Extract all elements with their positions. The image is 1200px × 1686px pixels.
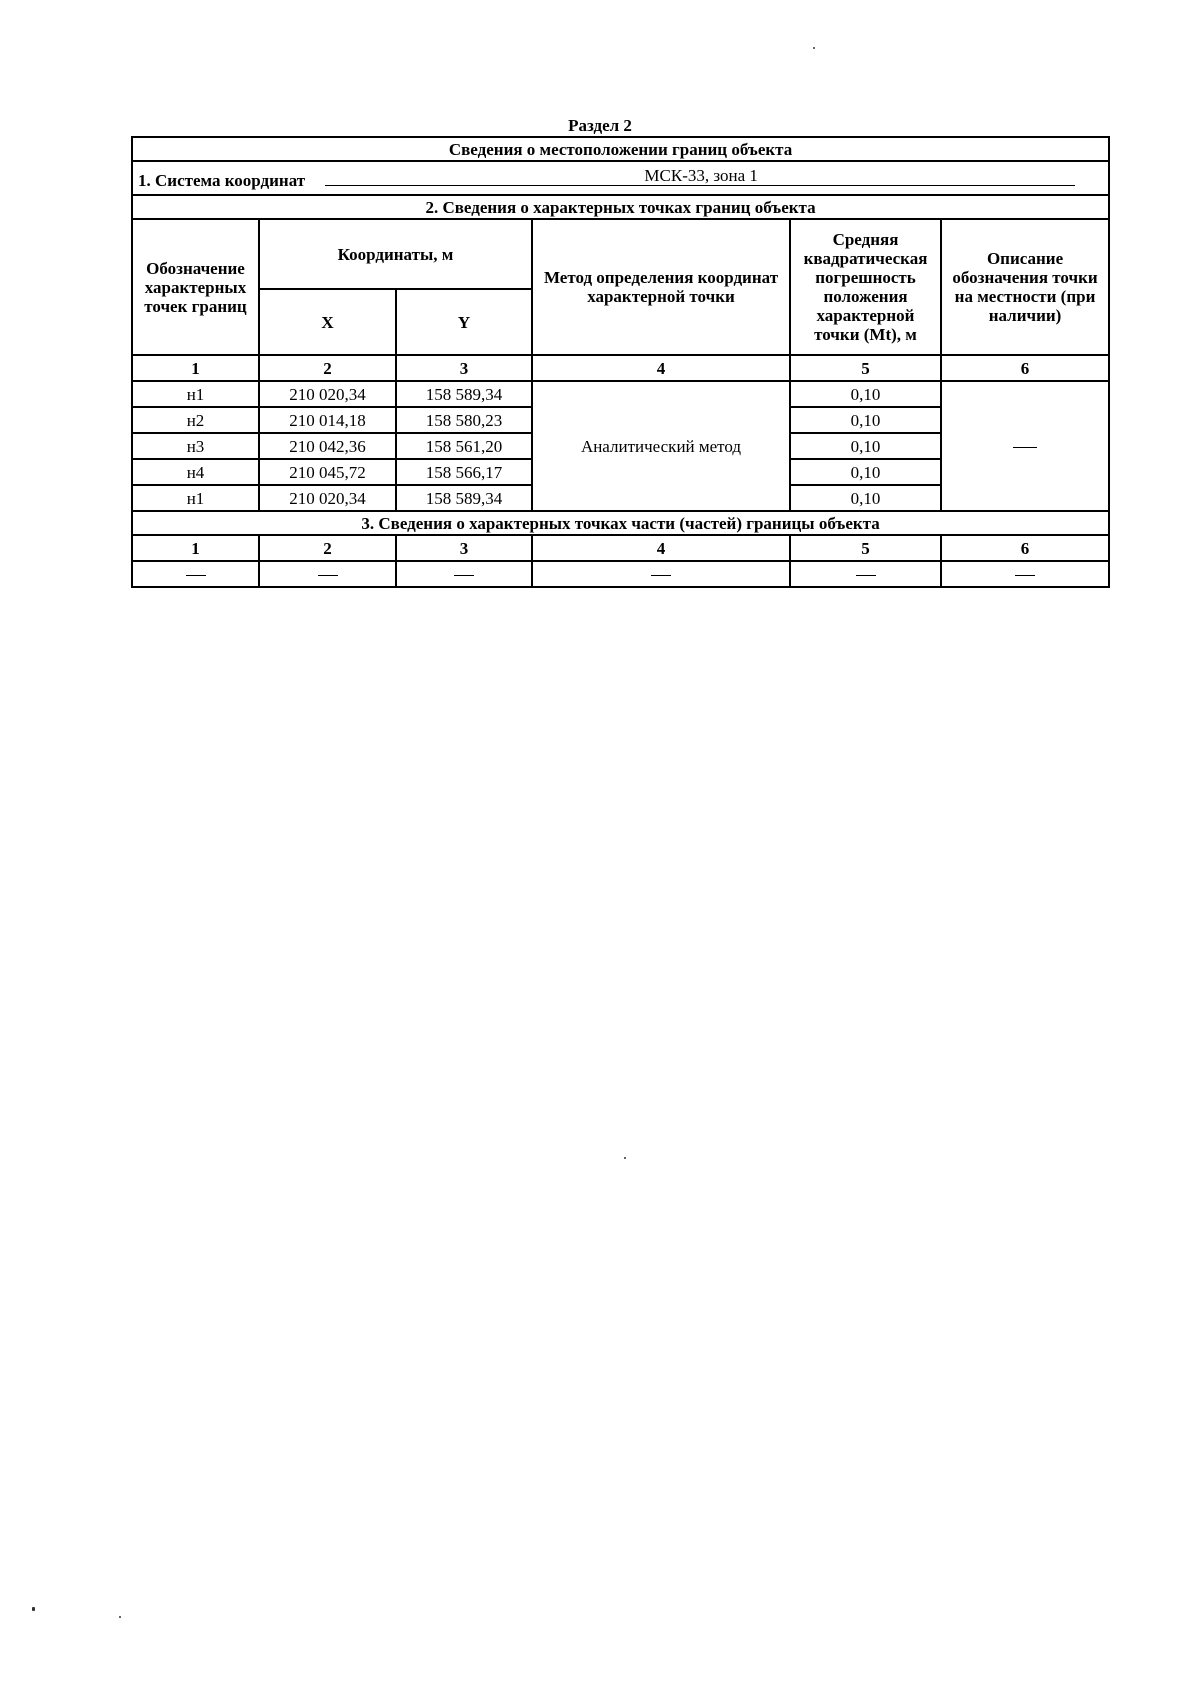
point-name: н2 [132, 407, 259, 433]
point-name: н1 [132, 485, 259, 511]
parts-cell [941, 561, 1109, 587]
table-row [132, 381, 1109, 407]
parts-cell [259, 561, 396, 587]
dash-icon [186, 575, 206, 576]
dash-icon [651, 575, 671, 576]
description-value [941, 381, 1109, 511]
dash-icon [318, 575, 338, 576]
column-numbers-row [132, 355, 1109, 381]
method-value: Аналитический метод [532, 381, 790, 511]
x-value: 210 020,34 [259, 381, 396, 407]
dash-icon [856, 575, 876, 576]
header-x: X [259, 289, 396, 355]
boundary-table [131, 136, 1110, 588]
mt-value: 0,10 [790, 407, 941, 433]
section-title: Раздел 2 [568, 116, 632, 135]
column-number: 3 [396, 535, 532, 561]
scan-speck [32, 1607, 35, 1611]
point-name: н3 [132, 433, 259, 459]
column-number: 1 [132, 535, 259, 561]
header-method: Метод определения координат характерной точки [532, 219, 790, 355]
parts-section-title: 3. Сведения о характерных точках части (частей) границы объекта [132, 511, 1109, 535]
column-number: 5 [790, 535, 941, 561]
column-number: 6 [941, 355, 1109, 381]
mt-value: 0,10 [790, 485, 941, 511]
x-value: 210 014,18 [259, 407, 396, 433]
column-number: 2 [259, 355, 396, 381]
header-coordinates: Координаты, м [259, 219, 532, 289]
header-designation: Обозначение характерных точек границ [132, 219, 259, 355]
parts-cell [132, 561, 259, 587]
dash-icon [1015, 575, 1035, 576]
dash-icon [1013, 447, 1037, 448]
column-number: 4 [532, 355, 790, 381]
coord-system-row [132, 161, 1109, 195]
point-name: н4 [132, 459, 259, 485]
points-section-title: 2. Сведения о характерных точках границ объекта [132, 195, 1109, 219]
header-description: Описание обозначения точки на местности (при наличии) [941, 219, 1109, 355]
coord-system-value: МСК-33, зона 1 [325, 166, 1075, 186]
coord-system-label: 1. Система координат [138, 171, 306, 190]
column-number: 6 [941, 535, 1109, 561]
y-value: 158 566,17 [396, 459, 532, 485]
column-number: 3 [396, 355, 532, 381]
y-value: 158 589,34 [396, 485, 532, 511]
parts-cell [396, 561, 532, 587]
y-value: 158 580,23 [396, 407, 532, 433]
column-number: 1 [132, 355, 259, 381]
scan-speck [813, 47, 815, 49]
x-value: 210 042,36 [259, 433, 396, 459]
column-number: 5 [790, 355, 941, 381]
table-main-title: Сведения о местоположении границ объекта [132, 137, 1109, 161]
mt-value: 0,10 [790, 433, 941, 459]
x-value: 210 020,34 [259, 485, 396, 511]
parts-cell [790, 561, 941, 587]
x-value: 210 045,72 [259, 459, 396, 485]
y-value: 158 561,20 [396, 433, 532, 459]
scan-speck [624, 1157, 626, 1159]
mt-value: 0,10 [790, 459, 941, 485]
column-number: 2 [259, 535, 396, 561]
column-number: 4 [532, 535, 790, 561]
point-name: н1 [132, 381, 259, 407]
header-y: Y [396, 289, 532, 355]
scan-speck [119, 1616, 121, 1618]
parts-cell [532, 561, 790, 587]
parts-row [132, 561, 1109, 587]
y-value: 158 589,34 [396, 381, 532, 407]
mt-value: 0,10 [790, 381, 941, 407]
parts-column-numbers-row [132, 535, 1109, 561]
header-error: Средняя квадратическая погрешность положения характерной точки (Mt), м [790, 219, 941, 355]
dash-icon [454, 575, 474, 576]
